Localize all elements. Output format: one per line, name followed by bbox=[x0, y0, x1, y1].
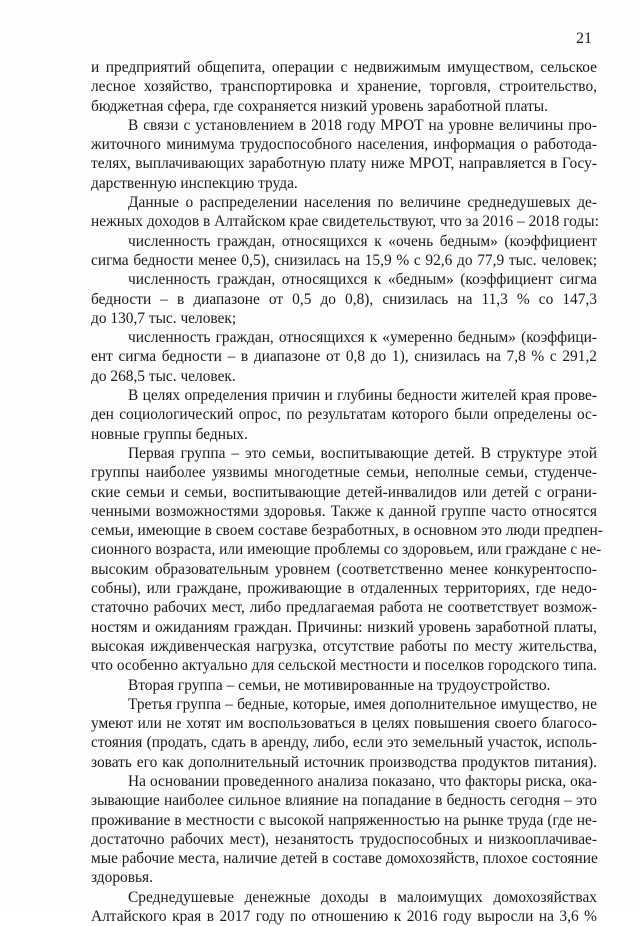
text-line: В связи с установлением в 2018 году МРОТ на уровне величины про- bbox=[128, 116, 597, 134]
text-line: ченными возможностями здоровья. Также к данной группе часто относятся bbox=[91, 502, 597, 520]
text-line: Среднедушевые денежные доходы в малоимущих домохозяйствах bbox=[128, 888, 597, 906]
text-line: На основании проведенного анализа показано, что факторы риска, ока- bbox=[128, 772, 597, 790]
text-line: собны), или граждане, проживающие в отдаленных территориях, где недо- bbox=[91, 580, 597, 598]
text-line: Данные о распределении населения по величине среднедушевых де- bbox=[128, 194, 597, 212]
text-line: стояния (продать, сдать в аренду, либо, если это земельный участок, исполь- bbox=[91, 734, 597, 752]
text-line: здоровья. bbox=[91, 869, 153, 887]
text-line: зывающие наиболее сильное влияние на попадание в бедность сегодня – это bbox=[91, 792, 597, 810]
text-line: ские семьи и семьи, воспитывающие детей-инвалидов или детей с ограни- bbox=[91, 483, 597, 501]
text-line: численность граждан, относящихся к «бедным» (коэффициент сигма bbox=[128, 271, 597, 289]
text-line: и предприятий общепита, операции с недвижимым имуществом, сельское bbox=[91, 59, 597, 76]
text-line: житочного минимума трудоспособного населения, информация о работода- bbox=[91, 136, 597, 154]
text-line: лесное хозяйство, транспортировка и хранение, торговля, строительство, bbox=[91, 78, 597, 96]
text-line: новные группы бедных. bbox=[91, 425, 248, 443]
text-line: ент сигма бедности – в диапазоне от 0,8 до 1), снизилась на 7,8 % с 291,2 bbox=[91, 348, 597, 366]
text-line: Третья группа – бедные, которые, имея дополнительное имущество, не bbox=[128, 695, 597, 713]
text-line: Алтайского края в 2017 году по отношению к 2016 году выросли на 3,6 % bbox=[91, 908, 597, 926]
text-line: ден социологический опрос, по результатам которого были определены ос- bbox=[91, 406, 597, 424]
text-line: сигма бедности менее 0,5), снизилась на 15,9 % с 92,6 до 77,9 тыс. человек; bbox=[91, 251, 597, 269]
page-number: 21 bbox=[576, 30, 592, 47]
text-line: зовать его как дополнительный источник производства продуктов питания). bbox=[91, 753, 597, 771]
text-line: численность граждан, относящихся к «очень бедным» (коэффициент bbox=[128, 232, 597, 250]
body-text bbox=[91, 58, 603, 926]
text-line: проживание в местности с высокой напряженностью на рынке труда (где не- bbox=[91, 811, 597, 829]
text-line: семьи, имеющие в своем составе безработных, в основном это люди предпен- bbox=[91, 522, 603, 540]
text-line: бедности – в диапазоне от 0,5 до 0,8), снизилась на 11,3 % со 147,3 bbox=[91, 290, 597, 308]
text-line: мые рабочие места, наличие детей в составе домохозяйств, плохое состояние bbox=[91, 850, 598, 868]
text-line: высоким образовательным уровнем (соответственно менее конкурентоспо- bbox=[91, 560, 597, 578]
text-line: сионного возраста, или имеющие проблемы со здоровьем, или граждане с не- bbox=[91, 541, 602, 559]
text-line: численность граждан, относящихся к «умеренно бедным» (коэффици- bbox=[128, 329, 597, 347]
text-line: до 130,7 тыс. человек; bbox=[91, 309, 237, 327]
text-line: что особенно актуально для сельской местности и поселков городского типа. bbox=[91, 657, 597, 675]
text-line: Вторая группа – семьи, не мотивированные на трудоустройство. bbox=[128, 676, 551, 694]
text-line: до 268,5 тыс. человек. bbox=[91, 367, 236, 385]
text-line: нежных доходов в Алтайском крае свидетельствуют, что за 2016 – 2018 годы: bbox=[91, 213, 599, 231]
text-line: В целях определения причин и глубины бедности жителей края прове- bbox=[128, 387, 597, 405]
text-line: ностям и ожиданиям граждан. Причины: низкий уровень заработной платы, bbox=[91, 618, 597, 636]
text-line: Первая группа – это семьи, воспитывающие детей. В структуре этой bbox=[128, 444, 597, 462]
text-line: статочно рабочих мест, либо предлагаемая работа не соответствует возмож- bbox=[91, 599, 597, 617]
text-line: высокая иждивенческая нагрузка, отсутствие работы по месту жительства, bbox=[91, 637, 597, 655]
text-line: бюджетная сфера, где сохраняется низкий уровень заработной платы. bbox=[91, 97, 548, 115]
text-line: достаточно рабочих мест), незанятость трудоспособных и низкооплачивае- bbox=[91, 830, 597, 848]
text-line: группы наиболее уязвимы многодетные семьи, неполные семьи, студенче- bbox=[91, 464, 597, 482]
text-line: телях, выплачивающих заработную плату ниже МРОТ, направляется в Госу- bbox=[91, 155, 597, 173]
text-line: умеют или не хотят им воспользоваться в целях повышения своего благосо- bbox=[91, 715, 597, 733]
text-line: дарственную инспекцию труда. bbox=[91, 174, 298, 192]
